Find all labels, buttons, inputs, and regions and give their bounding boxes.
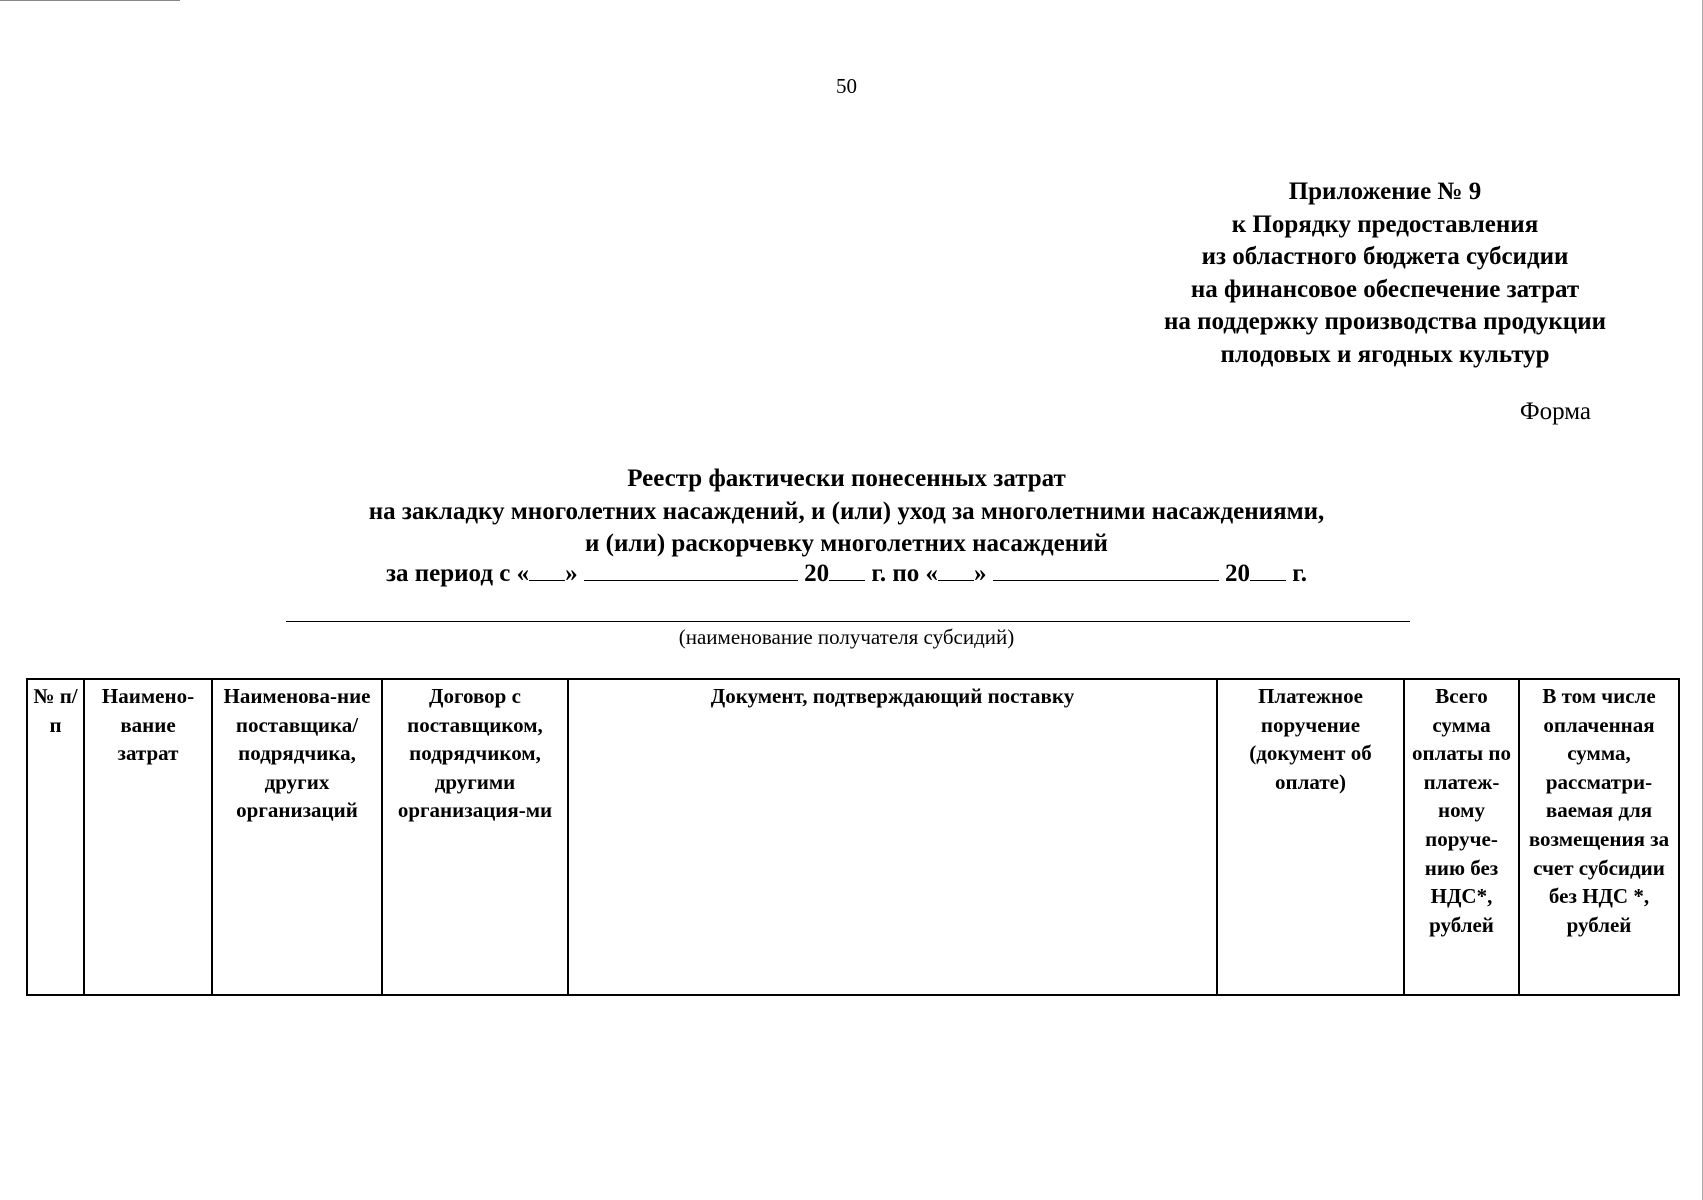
period-quote: » — [565, 560, 578, 587]
appendix-line: Приложение № 9 — [1288, 178, 1482, 205]
day-from-blank[interactable] — [529, 558, 565, 581]
header-contract: Договор с поставщиком, подрядчиком, другими организация-ми — [382, 679, 568, 995]
period-line — [0, 558, 1693, 588]
form-label: Форма — [1519, 398, 1591, 425]
appendix-line: на поддержку производства продукции — [1163, 308, 1607, 336]
period-prefix: за период с « — [385, 560, 530, 587]
month-from-blank[interactable] — [584, 558, 798, 581]
scan-edge — [0, 0, 180, 1]
recipient-name-line[interactable] — [286, 621, 1410, 622]
appendix-line: из областного бюджета субсидии — [1201, 243, 1569, 271]
year-from-blank[interactable] — [829, 558, 865, 581]
header-payment-order: Платежное поручение (документ об оплате) — [1217, 679, 1404, 995]
header-subsidy-amount: В том числе оплаченная сумма, рассматри-ваемая для возмещения за счет субсидии без НДС *, рублей — [1519, 679, 1679, 995]
document-title — [0, 463, 1693, 561]
appendix-line: на финансовое обеспечение затрат — [1190, 275, 1580, 303]
page-number: 50 — [836, 74, 857, 98]
appendix-line: плодовых и ягодных культур — [1220, 340, 1550, 368]
title-line: и (или) раскорчевку многолетних насаждений — [585, 530, 1108, 558]
header-number: № п/п — [27, 679, 84, 995]
recipient-caption: (наименование получателя субсидий) — [678, 625, 1015, 649]
appendix-line: к Порядку предоставления — [1231, 210, 1539, 238]
register-table — [26, 678, 1680, 996]
period-suffix: г. — [1292, 560, 1308, 587]
appendix-heading — [1120, 176, 1650, 372]
title-line: на закладку многолетних насаждений, и (или) уход за многолетними насаждениями, — [368, 497, 1325, 525]
header-supplier-name: Наименова-ние поставщика/ подрядчика, других организаций — [212, 679, 382, 995]
month-to-blank[interactable] — [993, 558, 1219, 581]
header-total-amount: Всего сумма оплаты по платеж-ному поруче-нию без НДС*, рублей — [1404, 679, 1519, 995]
period-middle: г. по « — [871, 560, 939, 587]
year-to-blank[interactable] — [1250, 558, 1286, 581]
day-to-blank[interactable] — [938, 558, 974, 581]
header-expense-name: Наимено-вание затрат — [84, 679, 212, 995]
table-header-row — [27, 679, 1679, 995]
period-year: 20 — [1225, 560, 1251, 587]
period-year: 20 — [804, 560, 830, 587]
header-supply-document: Документ, подтверждающий поставку — [568, 679, 1217, 995]
title-line: Реестр фактически понесенных затрат — [627, 465, 1066, 492]
period-quote: » — [974, 560, 987, 587]
